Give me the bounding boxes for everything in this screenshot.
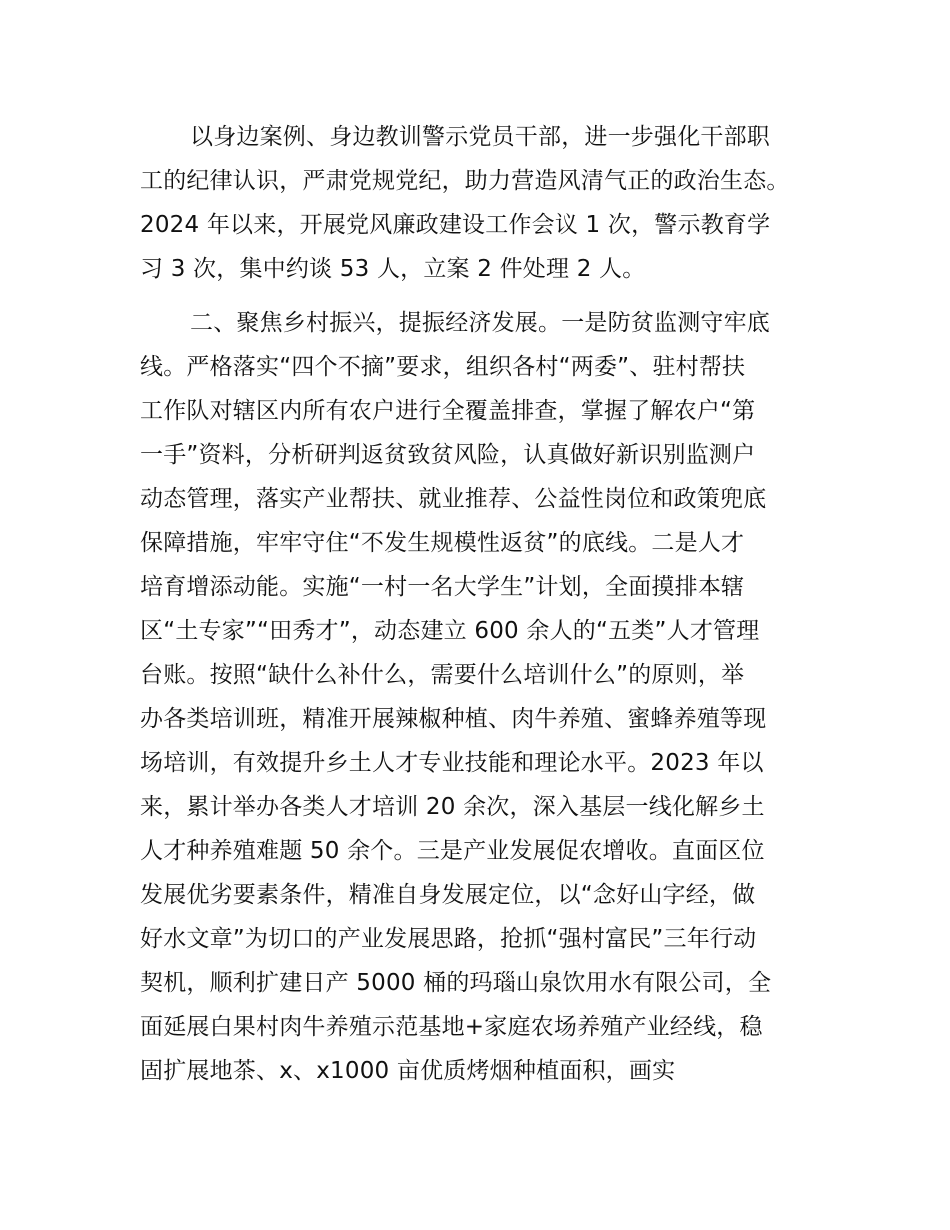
paragraph-1-line-1: 以身边案例、身边教训警示党员干部，进一步强化干部职 xyxy=(190,124,770,150)
paragraph-2-line-5: 动态管理，落实产业帮扶、就业推荐、公益性岗位和政策兜底 xyxy=(140,486,767,512)
paragraph-2-line-2: 线。严格落实“四个不摘”要求，组织各村“两委”、驻村帮扶 xyxy=(140,354,746,380)
paragraph-2-line-12: 来，累计举办各类人才培训 20 余次，深入基层一线化解乡土 xyxy=(140,794,765,820)
paragraph-2-line-17: 面延展白果村肉牛养殖示范基地+家庭农场养殖产业经线，稳 xyxy=(140,1014,763,1040)
paragraph-2-line-11: 场培训，有效提升乡土人才专业技能和理论水平。2023 年以 xyxy=(140,750,764,776)
paragraph-2-line-4: 一手”资料，分析研判返贫致贫风险，认真做好新识别监测户 xyxy=(140,442,756,468)
paragraph-2-line-14: 发展优劣要素条件，精准自身发展定位，以“念好山字经，做 xyxy=(140,882,756,908)
paragraph-2-line-18: 固扩展地茶、x、x1000 亩优质烤烟种植面积，画实 xyxy=(140,1058,676,1084)
paragraph-2-line-8: 区“土专家”“田秀才”，动态建立 600 余人的“五类”人才管理 xyxy=(140,618,760,644)
paragraph-1-line-2: 工的纪律认识，严肃党规党纪，助力营造风清气正的政治生态。 xyxy=(140,168,790,194)
paragraph-1-line-4: 习 3 次，集中约谈 53 人，立案 2 件处理 2 人。 xyxy=(140,256,646,282)
paragraph-2-line-6: 保障措施，牢牢守住“不发生规模性返贫”的底线。二是人才 xyxy=(140,530,745,556)
paragraph-2-line-16: 契机，顺利扩建日产 5000 桶的玛瑙山泉饮用水有限公司，全 xyxy=(140,970,772,996)
paragraph-2-line-1: 二、聚焦乡村振兴，提振经济发展。一是防贫监测守牢底 xyxy=(190,310,770,336)
paragraph-2-line-15: 好水文章”为切口的产业发展思路，抢抓“强村富民”三年行动 xyxy=(140,926,757,952)
paragraph-2-line-3: 工作队对辖区内所有农户进行全覆盖排查，掌握了解农户“第 xyxy=(140,398,756,424)
paragraph-1-line-3: 2024 年以来，开展党风廉政建设工作会议 1 次，警示教育学 xyxy=(140,212,771,238)
paragraph-2-line-13: 人才种养殖难题 50 余个。三是产业发展促农增收。直面区位 xyxy=(140,838,765,864)
paragraph-2-line-9: 台账。按照“缺什么补什么，需要什么培训什么”的原则，举 xyxy=(140,662,745,688)
paragraph-2-line-10: 办各类培训班，精准开展辣椒种植、肉牛养殖、蜜蜂养殖等现 xyxy=(140,706,767,732)
paragraph-2-line-7: 培育增添动能。实施“一村一名大学生”计划，全面摸排本辖 xyxy=(140,574,745,600)
